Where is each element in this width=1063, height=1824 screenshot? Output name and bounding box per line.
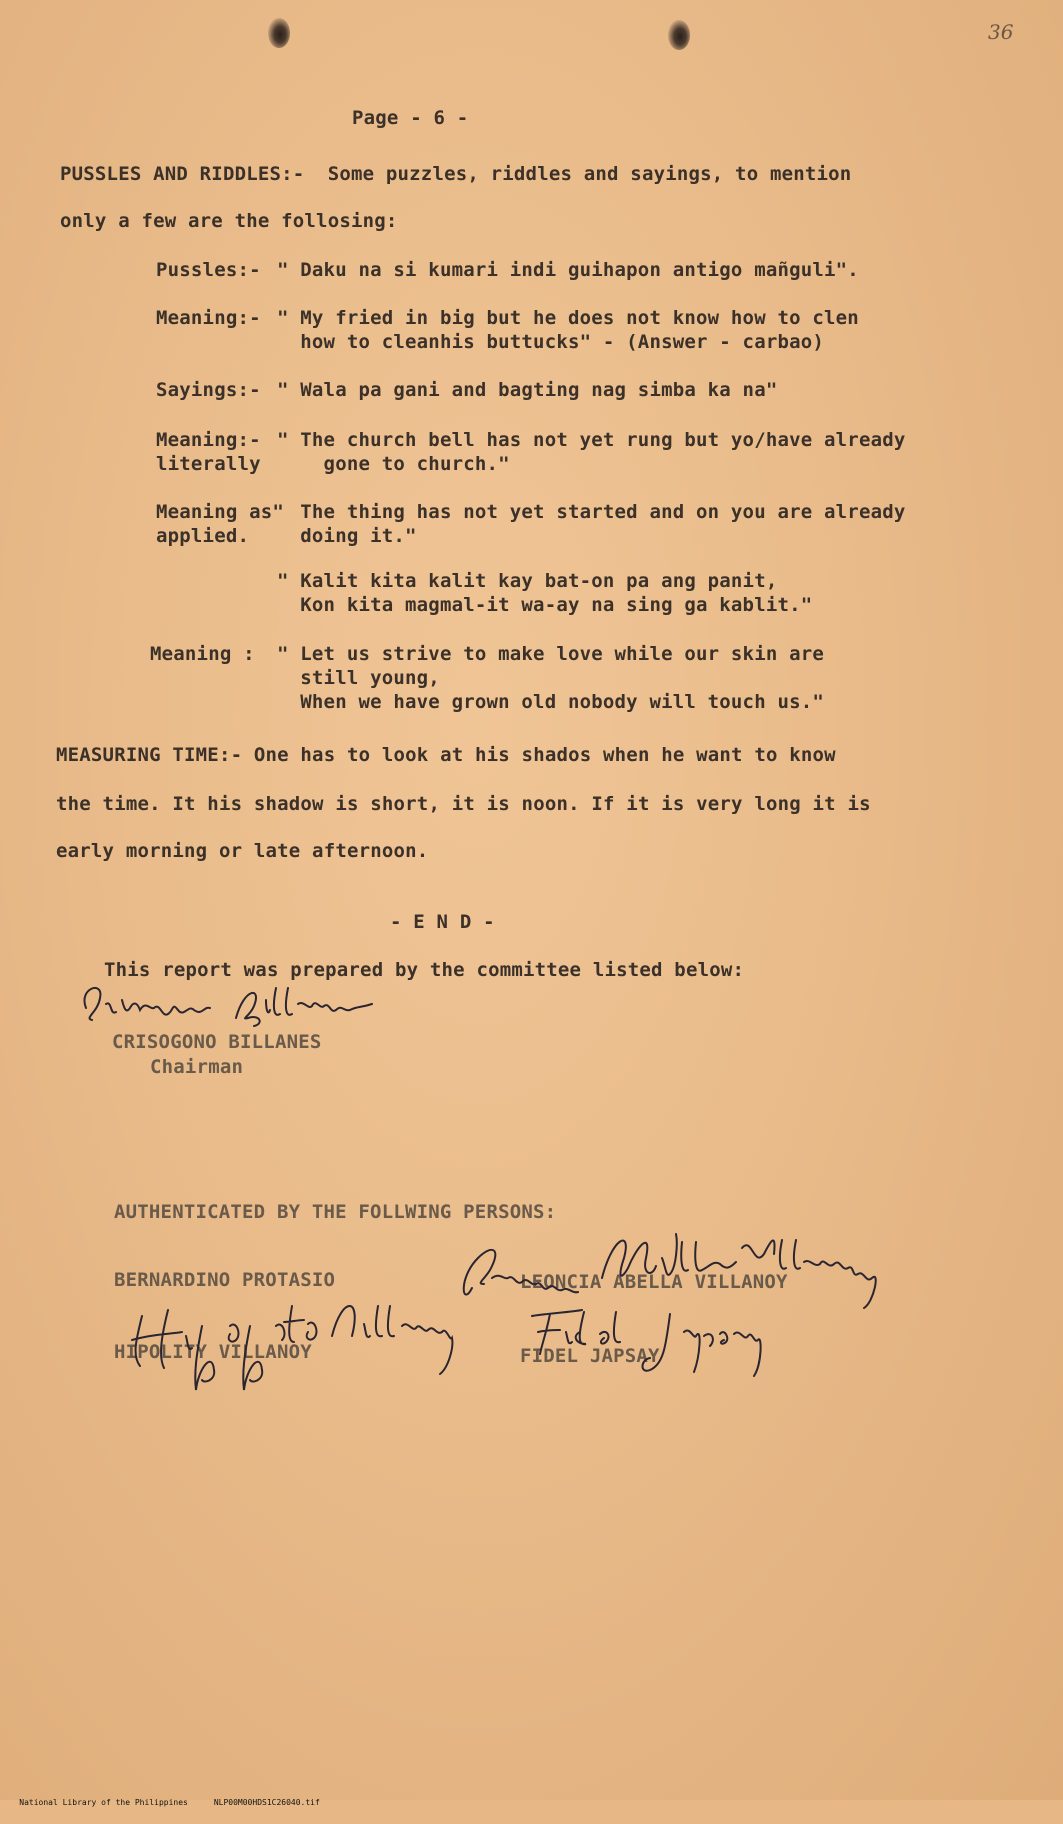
- entry-label: Meaning as": [156, 501, 285, 523]
- chairman-title: Chairman: [150, 1056, 244, 1078]
- entry-text: " Kalit kita kalit kay bat-on pa ang panit,: [277, 570, 778, 592]
- entry-text-continued: how to cleanhis buttucks" - (Answer - carbao): [277, 331, 825, 353]
- entry-text: " Daku na si kumari indi guihapon antigo mañguli".: [277, 259, 859, 281]
- entry-text: " My fried in big but he does not know how to clen: [277, 307, 859, 329]
- measuring-line-3: early morning or late afternoon.: [56, 840, 429, 862]
- measuring-line-1: MEASURING TIME:- One has to look at his shados when he want to know: [56, 744, 836, 766]
- entry-text: " Let us strive to make love while our skin are: [277, 643, 825, 665]
- footer-library: National Library of the Philippines: [19, 1798, 188, 1807]
- intro-line-2: only a few are the follosing:: [60, 210, 398, 232]
- entry-label-continued: applied.: [156, 525, 250, 547]
- chairman-name: CRISOGONO BILLANES: [112, 1031, 322, 1053]
- leoncia-signature: [452, 1228, 1052, 1318]
- entry-label: Meaning :: [150, 643, 267, 665]
- entry-text: The thing has not yet started and on you are already: [277, 501, 906, 523]
- authenticated-heading: AUTHENTICATED BY THE FOLLWING PERSONS:: [114, 1201, 557, 1223]
- page-label: Page - 6 -: [352, 107, 469, 129]
- entry-text-continued: still young,: [277, 667, 440, 689]
- entry-text-continued: gone to church.": [277, 453, 510, 475]
- scan-footer: [0, 1782, 1063, 1807]
- entry-label: Meaning:-: [156, 307, 261, 329]
- entry-label: Sayings:-: [156, 379, 261, 401]
- entry-text-continued: Kon kita magmal-it wa-ay na sing ga kablit.": [277, 594, 813, 616]
- entry-text-continued: When we have grown old nobody will touch us.": [277, 691, 825, 713]
- authenticator-hipolity: HIPOLITY VILLANOY: [114, 1341, 312, 1363]
- footer-file: NLP00M00HDS1C26040.tif: [213, 1798, 320, 1807]
- entry-text: " Wala pa gani and bagting nag simba ka na": [277, 379, 778, 401]
- fidel-signature: [520, 1306, 820, 1386]
- authenticator-leoncia: LEONCIA ABELLA VILLANOY: [520, 1271, 788, 1293]
- entry-label: Meaning:-: [156, 429, 261, 451]
- entry-text: " The church bell has not yet rung but yo/have already: [277, 429, 906, 451]
- authenticator-fidel: FIDEL JAPSAY: [520, 1345, 660, 1367]
- measuring-line-2: the time. It his shadow is short, it is noon. If it is very long it is: [56, 793, 871, 815]
- punch-hole-right: [668, 20, 690, 50]
- entry-label: Pussles:-: [156, 259, 261, 281]
- handwritten-page-number: 36: [988, 20, 1014, 44]
- chairman-signature: [76, 978, 506, 1038]
- entry-label-continued: literally: [156, 453, 261, 475]
- authenticator-bernardino: BERNARDINO PROTASIO: [114, 1269, 336, 1291]
- intro-line-1: PUSSLES AND RIDDLES:- Some puzzles, riddles and sayings, to mention: [60, 163, 852, 185]
- hipolito-signature: [112, 1296, 472, 1396]
- end-mark: - E N D -: [390, 911, 495, 933]
- entry-text-continued: doing it.": [277, 525, 417, 547]
- prepared-note: This report was prepared by the committee listed below:: [104, 959, 745, 981]
- punch-hole-left: [268, 18, 290, 48]
